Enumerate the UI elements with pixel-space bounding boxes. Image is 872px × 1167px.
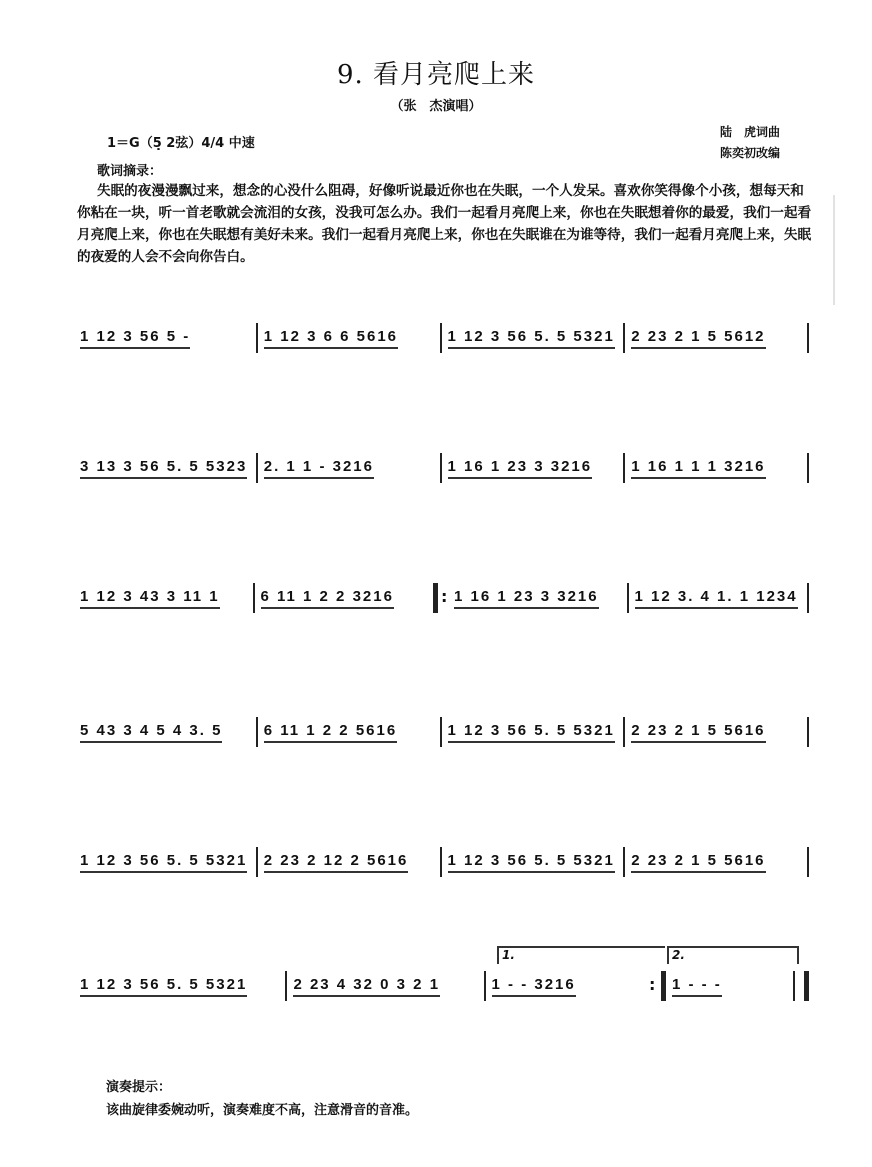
song-title: 9. 看月亮爬上来 <box>336 60 536 90</box>
measure: 1 12 3 56 5. 5 5321 <box>442 842 624 882</box>
barline <box>807 583 809 613</box>
barline <box>807 323 809 353</box>
measure: 1 12 3 6 6 5616 <box>258 318 440 358</box>
measure: 1 - - 3216 <box>486 966 651 1006</box>
score-line-5 <box>74 842 809 882</box>
measure: 1 12 3 56 5. 5 5321 <box>442 712 624 752</box>
barline <box>807 717 809 747</box>
measure: 2 23 2 1 5 5612 <box>625 318 807 358</box>
credits <box>720 122 780 164</box>
measure: 1 12 3 56 5. 5 5321 <box>74 842 256 882</box>
measure: 1 12 3 43 3 11 1 <box>74 578 253 618</box>
barline <box>807 847 809 877</box>
measure: 6 11 1 2 2 5616 <box>258 712 440 752</box>
performer: （张 杰演唱） <box>390 99 482 114</box>
measure: 2 23 2 1 5 5616 <box>625 712 807 752</box>
measure: 1 16 1 23 3 3216 <box>442 448 624 488</box>
measure: 1 16 1 23 3 3216 <box>448 578 627 618</box>
arranger-credit: 陈奕初改编 <box>720 146 781 160</box>
measure: 5 43 3 4 5 4 3. 5 <box>74 712 256 752</box>
lyrics-heading: 歌词摘录： <box>97 164 163 179</box>
measure: 1 12 3 56 5. 5 5321 <box>74 966 285 1006</box>
hints-text: 该曲旋律委婉动听，演奏难度不高，注意滑音的音准。 <box>106 1103 419 1118</box>
score-line-3 <box>74 578 809 618</box>
measure: 1 16 1 1 1 3216 <box>625 448 807 488</box>
repeat-end-barline <box>651 971 666 1001</box>
measure: 2 23 2 1 5 5616 <box>625 842 807 882</box>
scan-artifact <box>833 195 835 305</box>
measure: 2 23 4 32 0 3 2 1 <box>287 966 483 1006</box>
volta-second-ending: 2. <box>667 946 799 964</box>
volta-first-ending: 1. <box>497 946 665 964</box>
measure: 1 12 3 56 5. 5 5321 <box>442 318 624 358</box>
measure: 2. 1 1 - 3216 <box>258 448 440 488</box>
measure: 6 11 1 2 2 3216 <box>255 578 434 618</box>
measure: 2 23 2 12 2 5616 <box>258 842 440 882</box>
final-barline <box>793 971 809 1001</box>
score-line-6 <box>74 966 809 1006</box>
measure: 1 12 3 56 5 - <box>74 318 256 358</box>
score-line-2 <box>74 448 809 488</box>
measure: 1 - - - <box>666 966 793 1006</box>
hints-heading: 演奏提示： <box>106 1080 172 1095</box>
measure: 3 13 3 56 5. 5 5323 <box>74 448 256 488</box>
score-line-1 <box>74 318 809 358</box>
lyrics-text: 失眠的夜漫漫飘过来，想念的心没什么阻碍，好像听说最近你也在失眠，一个人发呆。喜欢你笑得像个小孩，想每天和你粘在一块，听一首老歌就会流泪的女孩，没我可怎么办。我们一起看月亮爬上来，你也在失眠想着你的最爱，我们一起看月亮爬上来，你也在失眠想有美好未来。我们一起看月亮爬上来，你也在失眠谁在为谁等待，我们一起看月亮爬上来，失眠的夜爱的人会不会向你告白。 <box>77 183 812 265</box>
measure: 1 12 3. 4 1. 1 1234 <box>629 578 808 618</box>
barline <box>807 453 809 483</box>
score-line-4 <box>74 712 809 752</box>
repeat-start-barline <box>433 583 448 613</box>
composer-credit: 陆 虎词曲 <box>720 125 781 139</box>
key-signature: 1＝G（5̣ 2弦）4/4 中速 <box>107 136 255 151</box>
